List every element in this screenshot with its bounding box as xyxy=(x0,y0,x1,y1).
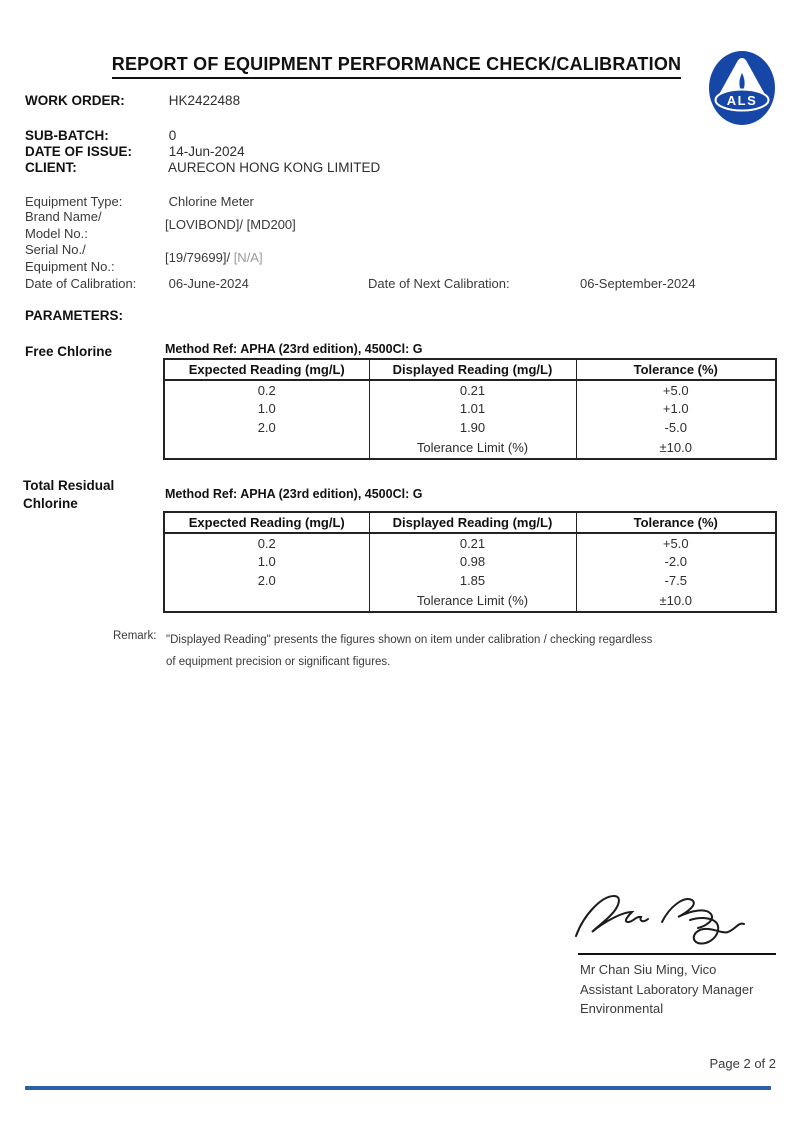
page-number: Page 2 of 2 xyxy=(709,1056,776,1071)
serial-value-main: [19/79699]/ xyxy=(165,250,231,265)
footer-rule xyxy=(25,1086,771,1090)
sub-batch-row xyxy=(25,128,176,143)
serial-value xyxy=(165,250,263,265)
remark-label: Remark: xyxy=(113,630,157,642)
date-of-issue-label: DATE OF ISSUE: xyxy=(25,144,133,159)
tolerance-limit-row xyxy=(164,437,776,459)
client-value: AURECON HONG KONG LIMITED xyxy=(168,160,381,175)
client-label: CLIENT: xyxy=(25,160,77,175)
table-row: 0.2 0.21 +5.0 xyxy=(164,380,776,399)
serial-value-na: [N/A] xyxy=(233,250,263,265)
work-order-value: HK2422488 xyxy=(168,93,241,108)
col-tolerance: Tolerance (%) xyxy=(576,359,776,380)
signatory-name: Mr Chan Siu Ming, Vico xyxy=(580,962,717,977)
date-of-issue-row xyxy=(25,144,245,159)
logo-text: ALS xyxy=(726,93,758,108)
free-chlorine-table xyxy=(163,358,777,460)
table-row: 0.2 0.21 +5.0 xyxy=(164,533,776,552)
work-order-row xyxy=(25,93,240,108)
free-chlorine-label: Free Chlorine xyxy=(25,344,113,359)
als-logo xyxy=(707,49,777,127)
total-residual-chlorine-label: Total Residual Chlorine xyxy=(23,478,115,511)
total-residual-method-ref: Method Ref: APHA (23rd edition), 4500Cl: G xyxy=(165,487,423,501)
table-row: 2.0 1.85 -7.5 xyxy=(164,571,776,590)
table-row: 1.0 0.98 -2.0 xyxy=(164,552,776,571)
table-row: 2.0 1.90 -5.0 xyxy=(164,418,776,437)
equipment-type-value: Chlorine Meter xyxy=(168,194,254,209)
table-header-row xyxy=(164,359,776,380)
tolerance-limit-label: Tolerance Limit (%) xyxy=(369,437,576,459)
brand-label: Brand Name/ Model No.: xyxy=(25,209,102,241)
tolerance-limit-value: ±10.0 xyxy=(576,437,776,459)
col-displayed-reading: Displayed Reading (mg/L) xyxy=(369,359,576,380)
signature-line xyxy=(578,953,776,955)
signatory-block xyxy=(580,960,753,1019)
title-wrap xyxy=(0,54,793,79)
col-tolerance: Tolerance (%) xyxy=(576,512,776,533)
remark-text: "Displayed Reading" presents the figures shown on item under calibration / checking regardless of equipment precision or significant figures. xyxy=(166,634,653,668)
serial-label: Serial No./ Equipment No.: xyxy=(25,242,115,274)
table-header-row xyxy=(164,512,776,533)
tolerance-limit-row xyxy=(164,590,776,612)
calibration-date-value: 06-June-2024 xyxy=(168,276,249,291)
page-title: REPORT OF EQUIPMENT PERFORMANCE CHECK/CALIBRATION xyxy=(112,54,681,79)
parameters-heading: PARAMETERS: xyxy=(25,308,124,323)
signature-icon xyxy=(570,886,750,952)
equipment-type-label: Equipment Type: xyxy=(25,194,123,209)
sub-batch-value: 0 xyxy=(168,128,177,143)
col-displayed-reading: Displayed Reading (mg/L) xyxy=(369,512,576,533)
calibration-date-label: Date of Calibration: xyxy=(25,276,137,291)
col-expected-reading: Expected Reading (mg/L) xyxy=(164,359,369,380)
next-calibration-label: Date of Next Calibration: xyxy=(368,276,510,291)
free-chlorine-method-ref: Method Ref: APHA (23rd edition), 4500Cl: G xyxy=(165,342,423,356)
col-expected-reading: Expected Reading (mg/L) xyxy=(164,512,369,533)
signatory-department: Environmental xyxy=(580,1001,664,1016)
calibration-date-row xyxy=(25,276,249,291)
tolerance-limit-label: Tolerance Limit (%) xyxy=(369,590,576,612)
next-calibration-value: 06-September-2024 xyxy=(580,276,696,291)
work-order-label: WORK ORDER: xyxy=(25,93,125,108)
client-row xyxy=(25,160,380,175)
tolerance-limit-value: ±10.0 xyxy=(576,590,776,612)
equipment-type-row xyxy=(25,194,254,209)
total-residual-chlorine-table xyxy=(163,511,777,613)
sub-batch-label: SUB-BATCH: xyxy=(25,128,109,143)
date-of-issue-value: 14-Jun-2024 xyxy=(168,144,245,159)
brand-value: [LOVIBOND]/ [MD200] xyxy=(165,217,296,232)
signatory-title: Assistant Laboratory Manager xyxy=(580,981,754,997)
table-row: 1.0 1.01 +1.0 xyxy=(164,399,776,418)
